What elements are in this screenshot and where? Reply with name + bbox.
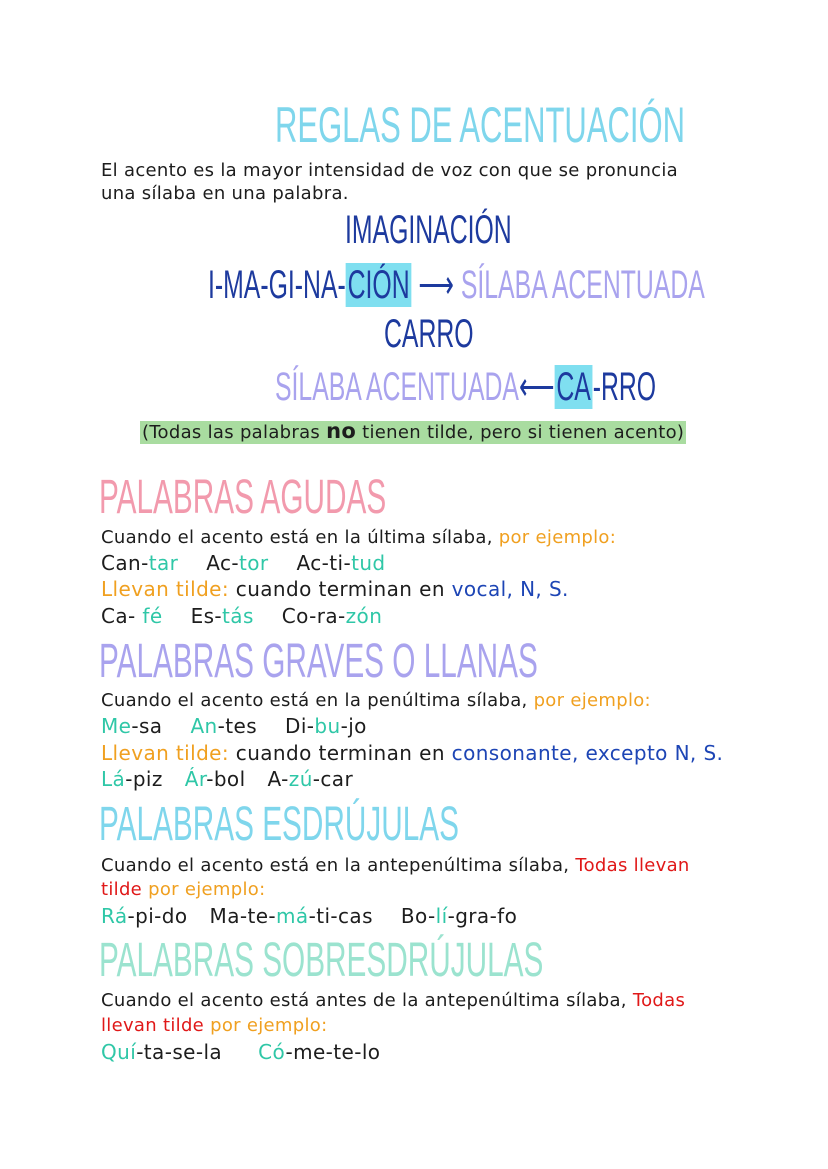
list-item: Can-tar: [101, 551, 179, 575]
agudas-description: Cuando el acento está en la última sílaba, por ejemplo:: [101, 527, 617, 548]
list-item: A-zú-car: [267, 767, 354, 791]
list-item: Rá-pi-do: [101, 904, 188, 928]
intro-line-2: una sílaba en una palabra.: [101, 183, 349, 204]
list-item: Es-tás: [190, 604, 254, 628]
section-heading-esdrujulas: PALABRAS ESDRÚJULAS: [99, 798, 459, 851]
agudas-tilde-rule: Llevan tilde: cuando terminan en vocal, N, S.: [101, 577, 569, 601]
arrow-left-icon: ⟵: [518, 365, 555, 409]
section-heading-agudas: PALABRAS AGUDAS: [99, 471, 387, 524]
sobresdrujulas-examples: [101, 1039, 380, 1065]
list-item: Lá-piz: [101, 767, 163, 791]
section-heading-graves: PALABRAS GRAVES O LLANAS: [99, 635, 538, 688]
agudas-examples: [101, 550, 386, 576]
list-item: Ár-bol: [184, 767, 246, 791]
list-item: Ma-te-má-ti-cas: [209, 904, 373, 928]
section-heading-sobresdrujulas: PALABRAS SOBRESDRÚJULAS: [99, 934, 544, 987]
list-item: An-tes: [190, 714, 258, 738]
intro-line-1: El acento es la mayor intensidad de voz con que se pronuncia: [101, 160, 679, 181]
graves-tilde-examples: [101, 766, 353, 792]
page-title: REGLAS DE ACENTUACIÓN: [275, 97, 685, 153]
note-box: [140, 419, 686, 445]
list-item: Quí-ta-se-la: [101, 1040, 223, 1064]
example-syllables-carro: [275, 364, 656, 410]
stressed-syllable-highlight: CIÓN: [347, 263, 410, 307]
list-item: Co-ra-zón: [281, 604, 383, 628]
graves-examples: [101, 713, 367, 739]
esdrujulas-description-2: tilde por ejemplo:: [101, 879, 266, 900]
example-syllables-imaginacion: [208, 262, 705, 308]
stressed-syllable-label: SÍLABA ACENTUADA: [275, 365, 519, 409]
list-item: Di-bu-jo: [285, 714, 367, 738]
arrow-right-icon: ⟶: [418, 263, 454, 307]
sobresdrujulas-description: Cuando el acento está antes de la antepenúltima sílaba, Todas: [101, 990, 686, 1011]
stressed-syllable-label: SÍLABA ACENTUADA: [460, 263, 705, 307]
esdrujulas-description: Cuando el acento está en la antepenúltima sílaba, Todas llevan: [101, 855, 690, 876]
list-item: Me-sa: [101, 714, 163, 738]
graves-tilde-rule: Llevan tilde: cuando terminan en consonante, excepto N, S.: [101, 741, 724, 765]
esdrujulas-examples: [101, 903, 517, 929]
list-item: Ac-tor: [206, 551, 269, 575]
sobresdrujulas-description-2: llevan tilde por ejemplo:: [101, 1015, 328, 1036]
note-text: (Todas las palabras no tienen tilde, pero si tienen acento): [142, 419, 685, 443]
agudas-tilde-examples: [101, 603, 382, 629]
list-item: Ac-ti-tud: [296, 551, 386, 575]
example-word-carro: CARRO: [384, 312, 474, 356]
list-item: Có-me-te-lo: [258, 1040, 381, 1064]
example-word-imaginacion: IMAGINACIÓN: [345, 208, 512, 252]
list-item: Bo-lí-gra-fo: [400, 904, 518, 928]
graves-description: Cuando el acento está en la penúltima sílaba, por ejemplo:: [101, 690, 651, 711]
syllable-prefix: I-MA-GI-NA-: [208, 263, 346, 307]
list-item: Ca- fé: [101, 604, 163, 628]
syllable-rest: -RRO: [592, 365, 657, 409]
stressed-syllable-highlight: CA: [556, 365, 591, 409]
